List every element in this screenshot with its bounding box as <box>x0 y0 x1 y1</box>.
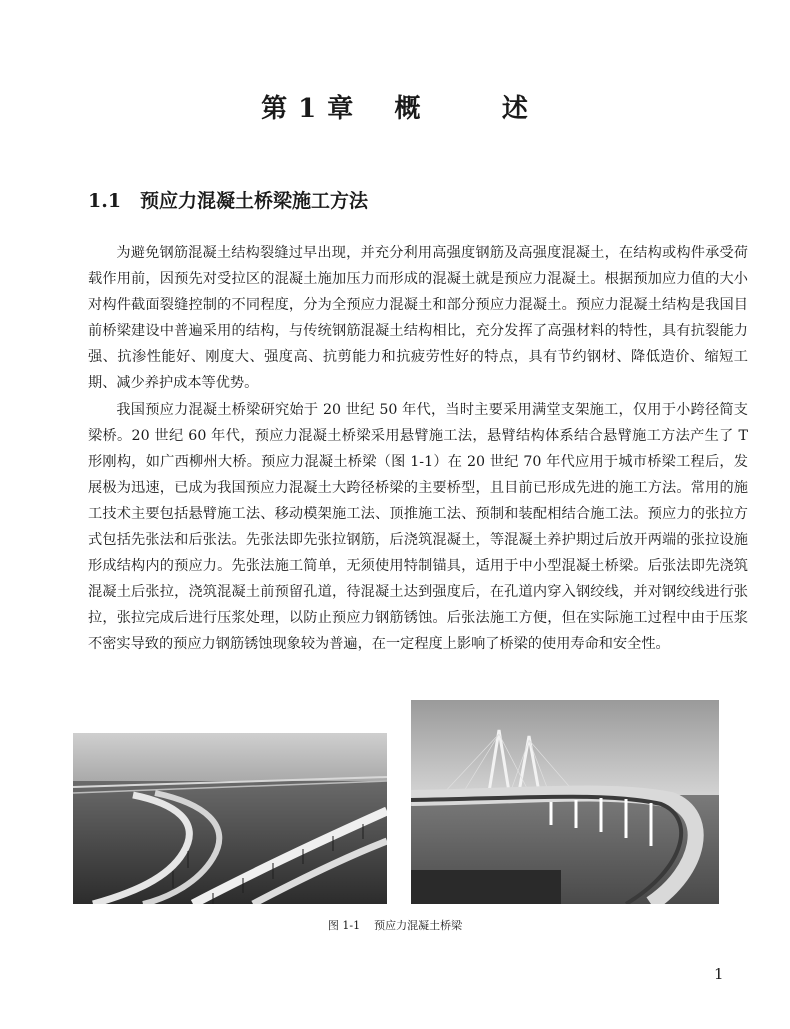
figure-photo-cable-stayed-bridge <box>411 700 719 904</box>
chapter-title: 第 1 章 概 述 <box>261 94 529 124</box>
figure-caption: 图 1-1 预应力混凝土桥梁 <box>327 919 463 932</box>
section-number: 1.1 <box>88 190 122 212</box>
paragraph-2: 我国预应力混凝土桥梁研究始于 20 世纪 50 年代，当时主要采用满堂支架施工，仅用于小跨径简支梁桥。20 世纪 60 年代，预应力混凝土桥梁采用悬臂施工法，悬臂结构体系结合悬臂施工方法产生了 T 形刚构，如广西柳州大桥。预应力混凝土桥梁（图 1-1）在 20 世纪 70 年代应用于城市桥梁工程后，发展极为迅速，已成为我国预应力混凝土大跨径桥梁的主要桥型，且目前已形成先进的施工方法。常用的施工技术主要包括悬臂施工法、移动模架施工法、顶推施工法、预制和装配相结合施工法。预应力的张拉方式包括先张法和后张法。先张法即先张拉钢筋，后浇筑混凝土，等混凝土养护期过后放开两端的张拉设施形成结构内的预应力。先张法施工简单，无须使用特制锚具，适用于中小型混凝土桥梁。后张法即先浇筑混凝土后张拉，浇筑混凝土前预留孔道，待混凝土达到强度后，在孔道内穿入钢绞线，并对钢绞线进行张拉，张拉完成后进行压浆处理，以防止预应力钢筋锈蚀。后张法施工方便，但在实际施工过程中由于压浆不密实导致的预应力钢筋锈蚀现象较为普遍，在一定程度上影响了桥梁的使用寿命和安全性。 <box>88 401 748 653</box>
page-number: 1 <box>714 965 724 983</box>
section-title: 预应力混凝土桥梁施工方法 <box>140 190 369 212</box>
section-heading <box>88 186 368 213</box>
paragraph-1: 为避免钢筋混凝土结构裂缝过早出现，并充分利用高强度钢筋及高强度混凝土，在结构或构件承受荷载作用前，因预先对受拉区的混凝土施加压力而形成的混凝土就是预应力混凝土。根据预加应力值的大小对构件截面裂缝控制的不同程度，分为全预应力混凝土和部分预应力混凝土。预应力混凝土结构是我国目前桥梁建设中普遍采用的结构，与传统钢筋混凝土结构相比，充分发挥了高强材料的特性，具有抗裂能力强、抗渗性能好、刚度大、强度高、抗剪能力和抗疲劳性好的特点，具有节约钢材、降低造价、缩短工期、减少养护成本等优势。 <box>88 245 748 392</box>
body-text <box>88 240 748 658</box>
figure-photo-curved-viaduct <box>73 733 387 904</box>
